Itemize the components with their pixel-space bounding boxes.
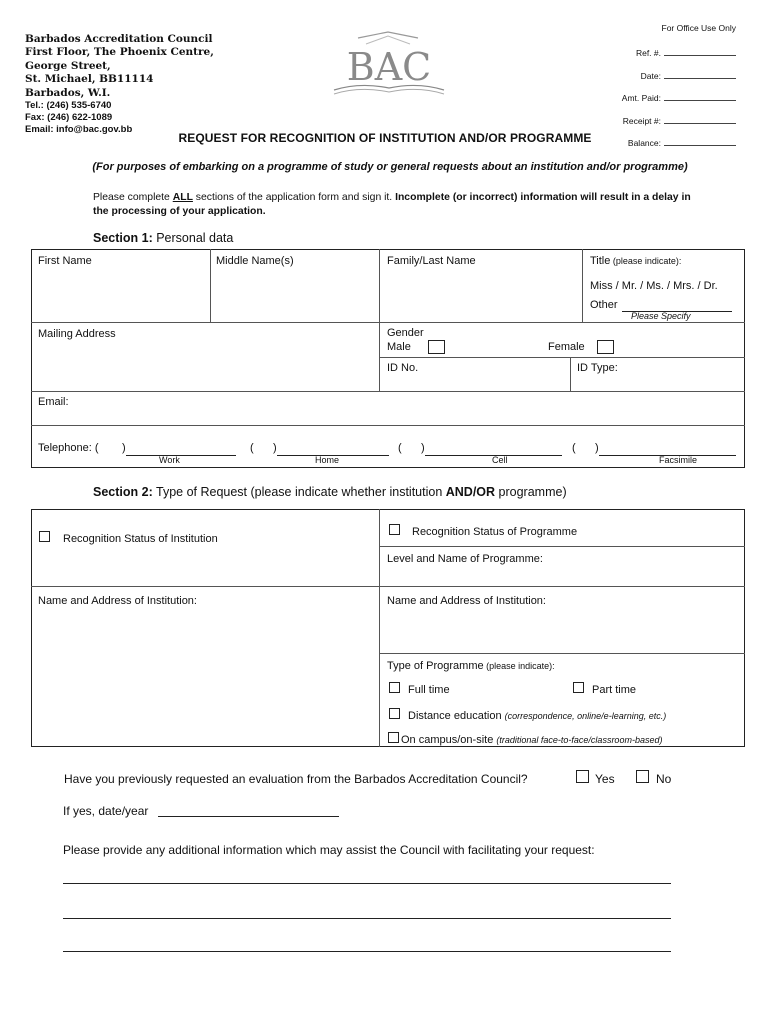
org-line: Barbados, W.I. — [25, 86, 111, 99]
distance-checkbox[interactable] — [389, 708, 400, 719]
office-use-title: For Office Use Only — [661, 23, 736, 33]
org-line: St. Michael, BB11114 — [25, 73, 154, 86]
family-name-field[interactable]: Family/Last Name — [387, 255, 476, 267]
title-other[interactable]: Other — [590, 299, 618, 311]
if-yes-date-field[interactable] — [158, 816, 339, 817]
yes-label: Yes — [595, 772, 615, 786]
office-field-receipt: Receipt #: — [622, 110, 736, 133]
additional-info-line-1[interactable] — [63, 883, 671, 884]
campus-label: On campus/on-site (traditional face-to-face/classroom-based) — [401, 734, 663, 746]
level-name-field[interactable]: Level and Name of Programme: — [387, 553, 543, 565]
recog-programme-label: Recognition Status of Programme — [412, 526, 578, 538]
distance-label: Distance education (correspondence, online/e-learning, etc.) — [408, 710, 667, 722]
recog-institution-checkbox[interactable] — [39, 531, 50, 542]
additional-info-line-3[interactable] — [63, 951, 671, 952]
office-field-balance: Balance: — [622, 132, 736, 155]
gender-female[interactable]: Female — [548, 341, 585, 353]
yes-checkbox[interactable] — [576, 770, 589, 783]
tel-work[interactable]: Work — [159, 455, 180, 465]
org-line: George Street, — [25, 59, 111, 72]
please-specify-hint: Please Specify — [631, 311, 691, 321]
email-field[interactable]: Email: — [38, 396, 69, 408]
gender-label: Gender — [387, 327, 424, 339]
part-time-label: Part time — [592, 684, 637, 696]
office-field-date: Date: — [622, 65, 736, 88]
inst-name-address-left[interactable]: Name and Address of Institution: — [38, 595, 197, 607]
if-yes-label: If yes, date/year — [63, 804, 149, 818]
bac-logo — [330, 30, 448, 102]
office-field-amount: Amt. Paid: — [622, 87, 736, 110]
mailing-address-field[interactable]: Mailing Address — [38, 328, 116, 340]
recog-programme-checkbox[interactable] — [389, 524, 400, 535]
id-type-field[interactable]: ID Type: — [577, 362, 618, 374]
tel-facsimile[interactable]: Facsimile — [659, 455, 698, 465]
type-programme-label: Type of Programme (please indicate): — [387, 660, 555, 672]
tel-cell[interactable]: Cell — [492, 455, 508, 465]
contact-email: Email: info@bac.gov.bb — [25, 124, 133, 136]
contact-fax: Fax: (246) 622-1089 — [25, 112, 113, 124]
full-time-checkbox[interactable] — [389, 682, 400, 693]
org-line: Barbados Accreditation Council — [25, 33, 213, 45]
first-name-field[interactable]: First Name — [38, 255, 92, 267]
title-options[interactable]: Miss / Mr. / Ms. / Mrs. / Dr. — [590, 280, 718, 292]
logo-text: BAC — [346, 45, 432, 89]
female-checkbox[interactable] — [597, 340, 614, 354]
campus-checkbox[interactable] — [388, 732, 399, 743]
no-checkbox[interactable] — [636, 770, 649, 783]
tel-home[interactable]: Home — [315, 455, 340, 465]
title-label: Title (please indicate): — [590, 255, 682, 267]
org-line: First Floor, The Phoenix Centre, — [25, 46, 214, 59]
telephone-label: Telephone: ( — [38, 442, 99, 454]
id-no-field[interactable]: ID No. — [387, 362, 419, 374]
part-time-checkbox[interactable] — [573, 682, 584, 693]
full-time-label: Full time — [408, 684, 450, 696]
form-purpose: (For purposes of embarking on a programme of study or general requests about an institution and/or programme) — [92, 161, 688, 173]
middle-name-field[interactable]: Middle Name(s) — [216, 255, 294, 267]
section2-heading: Section 2: Type of Request (please indicate whether institution AND/OR programme) — [93, 485, 567, 499]
form-instructions: Please complete ALL sections of the application form and sign it. Incomplete (or incorrect) information will result in a delay in the processing of your application. — [93, 192, 691, 217]
inst-name-address-right[interactable]: Name and Address of Institution: — [387, 595, 546, 607]
form-title: REQUEST FOR RECOGNITION OF INSTITUTION AND/OR PROGRAMME — [178, 131, 592, 145]
contact-tel: Tel.: (246) 535-6740 — [25, 100, 112, 112]
no-label: No — [656, 772, 672, 786]
organization-address — [25, 33, 214, 136]
prev-eval-question: Have you previously requested an evaluation from the Barbados Accreditation Council? — [64, 772, 528, 786]
male-checkbox[interactable] — [428, 340, 445, 354]
additional-info-line-2[interactable] — [63, 918, 671, 919]
additional-info-label: Please provide any additional information which may assist the Council with facilitating your request: — [63, 843, 595, 857]
section1-heading: Section 1: Personal data — [93, 231, 234, 245]
gender-male[interactable]: Male — [387, 341, 411, 353]
office-field-ref: Ref. #. — [622, 42, 736, 65]
recog-institution-label: Recognition Status of Institution — [63, 533, 218, 545]
